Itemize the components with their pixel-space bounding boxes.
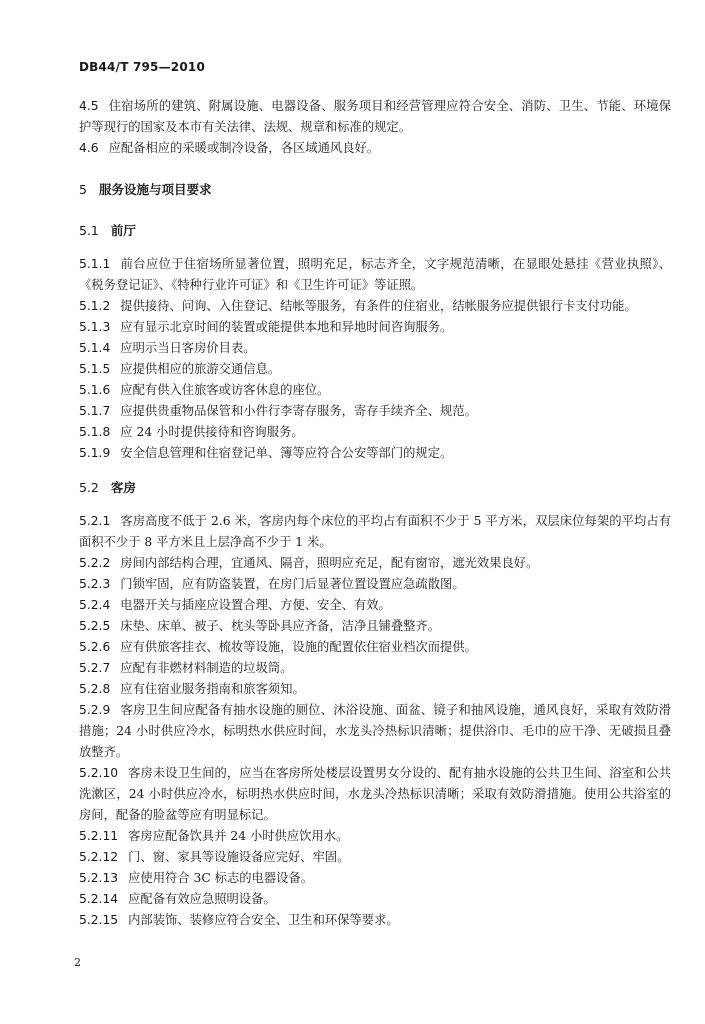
clause-text: 应提供贵重物品保管和小件行李寄存服务，寄存手续齐全、规范。 [120, 404, 477, 418]
document-body [79, 96, 671, 931]
clause-paragraph [79, 401, 671, 422]
clause-paragraph [79, 359, 671, 380]
clause-text: 前台应位于住宿场所显著位置，照明充足，标志齐全，文字规范清晰，在显眼处悬挂《营业执照》、《税务登记证》、《特种行业许可证》和《卫生许可证》等证照。 [79, 257, 671, 292]
spacer [79, 159, 671, 179]
document-id: DB44/T 795—2010 [79, 60, 205, 74]
clause-text: 应明示当日客房价目表。 [120, 341, 256, 355]
clause-number: 5.1.3 [79, 320, 111, 334]
clause-text: 住宿场所的建筑、附属设施、电器设备、服务项目和经营管理应符合安全、消防、卫生、节能、环境保护等现行的国家及本市有关法律、法规、规章和标准的规定。 [79, 99, 671, 134]
clause-paragraph [79, 511, 671, 553]
spacer [79, 464, 671, 477]
clause-text: 门锁牢固，应有防盗装置，在房门后显著位置设置应急疏散图。 [120, 577, 465, 591]
clause-text: 应提供相应的旅游交通信息。 [120, 362, 281, 376]
heading-text: 服务设施与项目要求 [98, 182, 212, 197]
clause-number: 5.2.13 [79, 871, 119, 885]
clause-paragraph [79, 700, 671, 763]
spacer [79, 241, 671, 254]
clause-paragraph [79, 553, 671, 574]
clause-text: 电器开关与插座应设置合理、方便、安全、有效。 [120, 598, 391, 612]
clause-paragraph [79, 637, 671, 658]
clause-paragraph [79, 868, 671, 889]
clause-paragraph [79, 138, 671, 159]
clause-paragraph [79, 658, 671, 679]
clause-text: 应有住宿业服务指南和旅客须知。 [120, 682, 305, 696]
clause-number: 5.2.12 [79, 850, 119, 864]
clause-number: 5.2.5 [79, 619, 111, 633]
clause-paragraph [79, 910, 671, 931]
section-heading [79, 477, 671, 498]
clause-text: 应有显示北京时间的装置或能提供本地和异地时间咨询服务。 [120, 320, 453, 334]
clause-text: 应配备有效应急照明设备。 [128, 892, 276, 906]
clause-text: 客房卫生间应配备有抽水设施的厕位、沐浴设施、面盆、镜子和抽风设施，通风良好，采取有效防滑措施；24 小时供应冷水，标明热水供应时间，水龙头冷热标识清晰；提供浴巾、毛巾的应干净、无破损且叠放整齐。 [79, 703, 671, 759]
clause-number: 5.2.8 [79, 682, 111, 696]
clause-text: 应配有供入住旅客或访客休息的座位。 [120, 383, 330, 397]
clause-paragraph [79, 847, 671, 868]
clause-text: 安全信息管理和住宿登记单、簿等应符合公安等部门的规定。 [120, 446, 453, 460]
clause-number: 5.1.1 [79, 257, 111, 271]
clause-text: 门、窗、家具等设施设备应完好、牢固。 [128, 850, 350, 864]
clause-number: 5.1.7 [79, 404, 111, 418]
clause-text: 房间内部结构合理，宜通风、隔音，照明应充足，配有窗帘，遮光效果良好。 [120, 556, 539, 570]
clause-number: 5.2 [79, 480, 99, 495]
clause-number: 5.1.9 [79, 446, 111, 460]
clause-number: 5.1.6 [79, 383, 111, 397]
clause-number: 4.6 [79, 141, 99, 155]
clause-number: 5.2.6 [79, 640, 111, 654]
clause-paragraph [79, 443, 671, 464]
clause-number: 5.1.2 [79, 299, 111, 313]
clause-number: 5.2.7 [79, 661, 111, 675]
clause-paragraph [79, 574, 671, 595]
clause-text: 客房未设卫生间的，应当在客房所处楼层设置男女分设的、配有抽水设施的公共卫生间、浴室和公共洗漱区，24 小时供应冷水，标明热水供应时间，水龙头冷热标识清晰；采取有效防滑措施。使用公共浴室的房间，配备的脸盆等应有明显标记。 [79, 766, 671, 822]
clause-paragraph [79, 296, 671, 317]
clause-text: 应配有非燃材料制造的垃圾筒。 [120, 661, 293, 675]
clause-number: 5.1.4 [79, 341, 111, 355]
clause-text: 提供接待、问询、入住登记、结帐等服务，有条件的住宿业，结帐服务应提供银行卡支付功能。 [120, 299, 637, 313]
clause-paragraph [79, 380, 671, 401]
clause-number: 5.2.15 [79, 913, 119, 927]
clause-text: 床垫、床单、被子、枕头等卧具应齐备，洁净且铺叠整齐。 [120, 619, 441, 633]
clause-number: 4.5 [79, 99, 99, 113]
clause-paragraph [79, 96, 671, 138]
clause-paragraph [79, 317, 671, 338]
clause-text: 内部装饰、装修应符合安全、卫生和环保等要求。 [128, 913, 399, 927]
section-heading [79, 220, 671, 241]
heading-text: 客房 [110, 480, 136, 495]
clause-number: 5.2.1 [79, 514, 111, 528]
clause-number: 5.2.10 [79, 766, 119, 780]
clause-paragraph [79, 763, 671, 826]
clause-number: 5.2.9 [79, 703, 111, 717]
clause-paragraph [79, 616, 671, 637]
clause-number: 5.2.2 [79, 556, 111, 570]
clause-text: 客房高度不低于 2.6 米，客房内每个床位的平均占有面积不少于 5 平方米，双层床位每架的平均占有面积不少于 8 平方米且上层净高不少于 1 米。 [79, 514, 671, 549]
clause-paragraph [79, 679, 671, 700]
clause-paragraph [79, 422, 671, 443]
clause-number: 5.2.11 [79, 829, 119, 843]
section-heading [79, 179, 671, 200]
clause-number: 5.2.3 [79, 577, 111, 591]
clause-number: 5 [79, 182, 87, 197]
page-number: 2 [74, 956, 81, 969]
heading-text: 前厅 [110, 223, 136, 238]
clause-text: 客房应配备饮具并 24 小时供应饮用水。 [128, 829, 349, 843]
spacer [79, 498, 671, 511]
clause-paragraph [79, 826, 671, 847]
clause-number: 5.2.14 [79, 892, 119, 906]
clause-paragraph [79, 595, 671, 616]
clause-text: 应有供旅客挂衣、梳妆等设施，设施的配置依住宿业档次而提供。 [120, 640, 477, 654]
clause-paragraph [79, 254, 671, 296]
clause-number: 5.1 [79, 223, 99, 238]
clause-number: 5.1.5 [79, 362, 111, 376]
clause-text: 应配备相应的采暖或制冷设备，各区域通风良好。 [108, 141, 380, 155]
clause-paragraph [79, 338, 671, 359]
clause-text: 应使用符合 3C 标志的电器设备。 [128, 871, 314, 885]
clause-text: 应 24 小时提供接待和咨询服务。 [120, 425, 304, 439]
clause-number: 5.1.8 [79, 425, 111, 439]
clause-number: 5.2.4 [79, 598, 111, 612]
clause-paragraph [79, 889, 671, 910]
spacer [79, 200, 671, 220]
